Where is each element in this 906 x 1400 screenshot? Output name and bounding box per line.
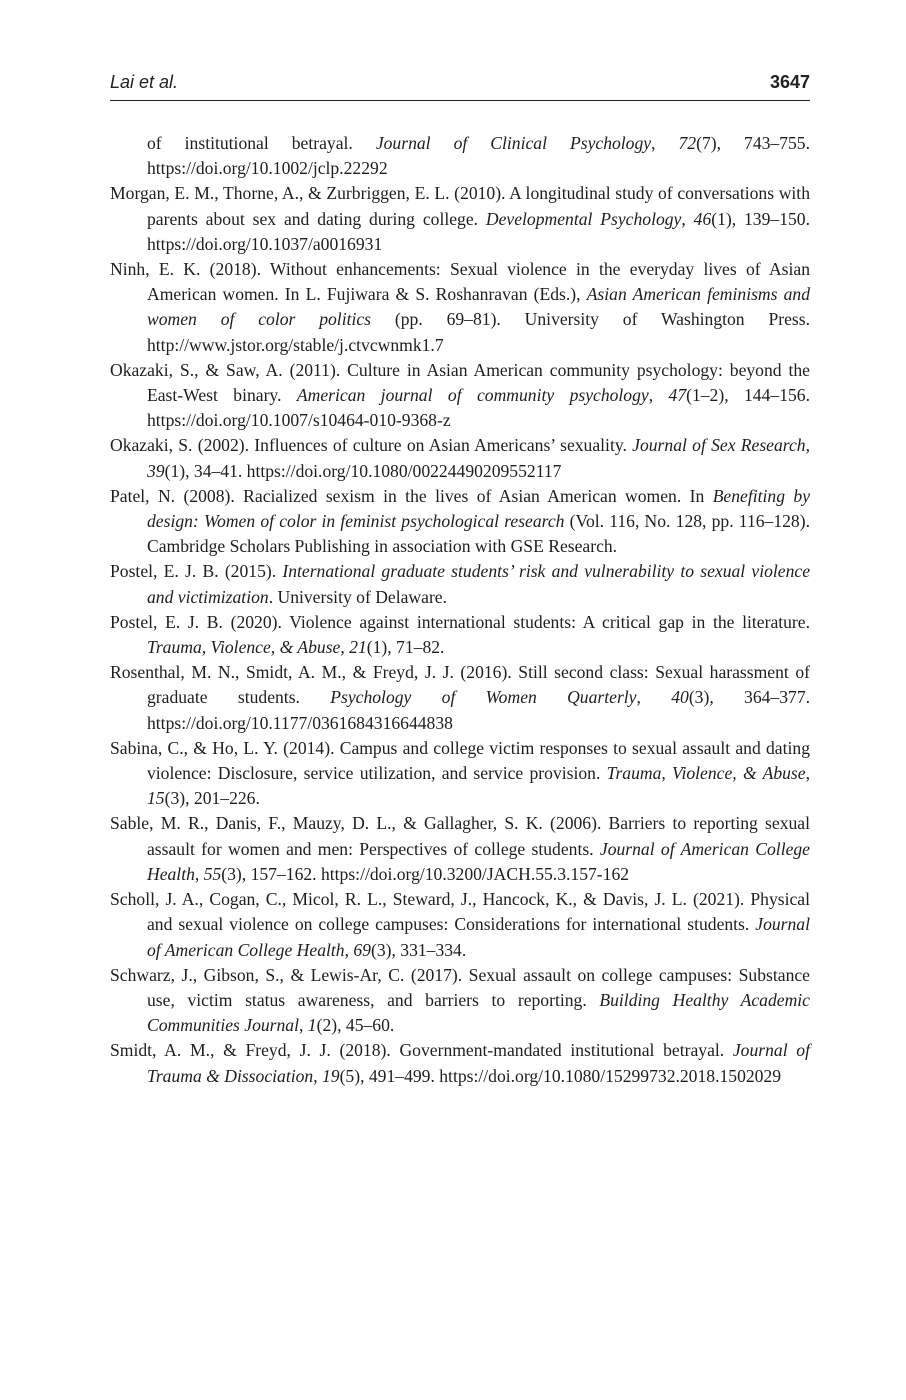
reference-text: Sabina, C., & Ho, L. Y. (2014). Campus and college victim responses to sexual assault and dating violence: Disclosure, service utilization, and service provision.	[110, 737, 810, 784]
reference-text: ,	[805, 435, 810, 456]
reference-text: (7), 743–755. https://doi.org/10.1002/jclp.22292	[147, 133, 810, 179]
reference-entry	[110, 358, 810, 434]
reference-text: . University of Delaware.	[268, 586, 448, 607]
reference-text: ,	[194, 863, 204, 884]
reference-text: Okazaki, S. (2002). Influences of culture on Asian Americans’ sexuality.	[110, 435, 633, 456]
reference-text: Smidt, A. M., & Freyd, J. J. (2018). Government-mandated institutional betrayal.	[110, 1040, 733, 1061]
reference-entry	[110, 660, 810, 736]
reference-text: Scholl, J. A., Cogan, C., Micol, R. L., Steward, J., Hancock, K., & Davis, J. L. (2021). Physical and sexual violence on college campuses: Considerations for international students.	[110, 889, 810, 935]
reference-italic-text: Journal of American College Health	[147, 838, 810, 884]
reference-text: (3), 364–377. https://doi.org/10.1177/0361684316644838	[147, 687, 811, 733]
reference-text: ,	[344, 939, 354, 960]
reference-italic-text: Journal of Clinical Psychology	[375, 133, 652, 153]
page-number: 3647	[769, 72, 810, 92]
reference-italic-text: Journal of Trauma & Dissociation	[147, 1040, 810, 1086]
reference-entry	[110, 181, 810, 257]
reference-text: (1), 71–82.	[366, 637, 445, 658]
reference-italic-text: International graduate students’ risk and vulnerability to sexual violence and victimization	[147, 561, 811, 607]
reference-italic-text: Developmental Psychology	[485, 208, 682, 229]
reference-text: ,	[313, 1065, 322, 1086]
running-head	[110, 70, 810, 101]
reference-italic-text: Journal of Sex Research	[632, 435, 806, 456]
reference-text: (1), 139–150. https://doi.org/10.1037/a0016931	[147, 208, 810, 254]
reference-italic-text: 15	[147, 788, 165, 809]
reference-text: Patel, N. (2008). Racialized sexism in the lives of Asian American women. In	[110, 485, 713, 506]
reference-italic-text: Psychology of Women Quarterly	[330, 687, 637, 708]
reference-text: Ninh, E. K. (2018). Without enhancements: Sexual violence in the everyday lives of Asian American women. In L. Fujiwara & S. Roshanravan (Eds.),	[110, 259, 810, 305]
reference-text: (3), 331–334.	[370, 939, 467, 960]
reference-text: ,	[651, 133, 679, 153]
reference-text: Rosenthal, M. N., Smidt, A. M., & Freyd, J. J. (2016). Still second class: Sexual harassment of graduate students.	[110, 662, 810, 708]
reference-text: (2), 45–60.	[316, 1015, 395, 1036]
reference-text: (1–2), 144–156. https://doi.org/10.1007/s10464-010-9368-z	[147, 385, 810, 431]
running-head-author: Lai et al.	[110, 72, 179, 92]
reference-text: of institutional betrayal.	[147, 133, 376, 153]
reference-italic-text: Asian American feminisms and women of color politics	[147, 284, 810, 330]
reference-entry	[110, 963, 810, 1039]
reference-italic-text: 21	[349, 637, 367, 658]
reference-entry	[110, 887, 810, 963]
reference-text: ,	[681, 208, 694, 229]
reference-entry	[110, 811, 810, 887]
reference-italic-text: Benefiting by design: Women of color in feminist psychological research	[147, 485, 811, 532]
reference-text: ,	[299, 1015, 308, 1036]
reference-entry	[110, 1038, 810, 1088]
reference-text: (pp. 69–81). University of Washington Press. http://www.jstor.org/stable/j.ctvcwnmk1.7	[147, 309, 810, 355]
reference-italic-text: 47	[668, 385, 687, 406]
reference-text: Postel, E. J. B. (2015).	[110, 561, 283, 582]
reference-text: Morgan, E. M., Thorne, A., & Zurbriggen, E. L. (2010). A longitudinal study of conversations with parents about sex and dating during college.	[110, 183, 810, 229]
reference-text: ,	[340, 637, 350, 658]
reference-italic-text: 40	[671, 687, 689, 708]
reference-italic-text: 72	[678, 133, 697, 153]
reference-italic-text: 39	[147, 460, 165, 481]
reference-entry	[110, 257, 810, 358]
reference-italic-text: 1	[307, 1015, 317, 1036]
reference-italic-text: Journal of American College Health	[147, 914, 810, 960]
reference-text: Sable, M. R., Danis, F., Mauzy, D. L., & Gallagher, S. K. (2006). Barriers to reporting sexual assault for women and men: Perspectives of college students.	[110, 813, 810, 859]
reference-text: Schwarz, J., Gibson, S., & Lewis-Ar, C. (2017). Sexual assault on college campuses: Substance use, victim status awareness, and barriers to reporting.	[110, 964, 810, 1010]
reference-italic-text: 46	[693, 208, 712, 229]
reference-entry	[110, 131, 810, 181]
reference-italic-text: 19	[321, 1065, 340, 1086]
reference-italic-text: Building Healthy Academic Communities Journal	[147, 989, 810, 1036]
reference-text: (1), 34–41. https://doi.org/10.1080/00224490209552117	[164, 460, 562, 481]
reference-italic-text: 69	[353, 939, 371, 960]
reference-text: (Vol. 116, No. 128, pp. 116–128). Cambridge Scholars Publishing in association with GSE Research.	[147, 511, 810, 557]
reference-text: (5), 491–499. https://doi.org/10.1080/15299732.2018.1502029	[339, 1065, 782, 1086]
reference-text: ,	[648, 385, 669, 406]
reference-entry	[110, 559, 810, 609]
reference-text: (3), 201–226.	[164, 788, 260, 809]
reference-entry	[110, 484, 810, 560]
reference-entry	[110, 433, 810, 483]
reference-italic-text: 55	[203, 863, 222, 884]
reference-text: Postel, E. J. B. (2020). Violence against international students: A critical gap in the literature.	[110, 611, 810, 632]
reference-text: ,	[636, 687, 672, 708]
reference-italic-text: Trauma, Violence, & Abuse	[147, 637, 341, 658]
reference-text: ,	[805, 763, 810, 784]
reference-entry	[110, 610, 810, 660]
reference-italic-text: American journal of community psychology	[296, 385, 649, 406]
reference-text: Okazaki, S., & Saw, A. (2011). Culture in Asian American community psychology: beyond the East-West binary.	[110, 359, 810, 406]
reference-italic-text: Trauma, Violence, & Abuse	[606, 763, 806, 784]
reference-list	[110, 131, 810, 1089]
reference-text: (3), 157–162. https://doi.org/10.3200/JACH.55.3.157-162	[221, 863, 630, 884]
reference-entry	[110, 736, 810, 812]
